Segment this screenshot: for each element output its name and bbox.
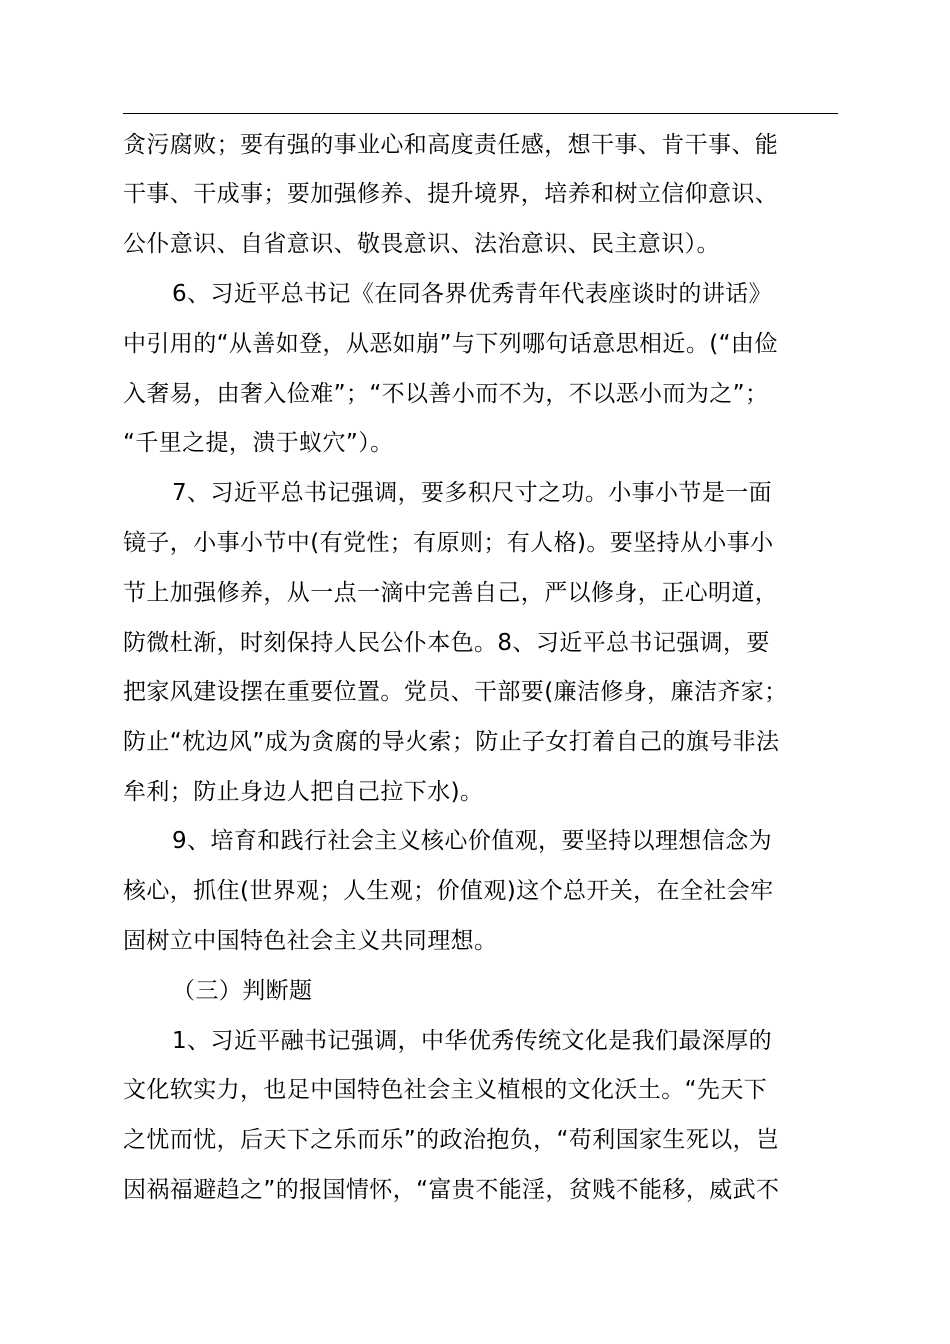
- text-line-13: 防止“枕边风”成为贪腐的导火索；防止子女打着自己的旗号非法: [123, 729, 780, 755]
- header-rule: [123, 113, 838, 114]
- text-line-1: 贪污腐败；要有强的事业心和高度责任感，想干事、肯干事、能: [123, 132, 779, 158]
- text-line-2: 干事、干成事；要加强修养、提升境界，培养和树立信仰意识、: [123, 181, 779, 207]
- text-line-17: 固树立中国特色社会主义共同理想。: [123, 928, 498, 954]
- text-line-7: “千里之提，溃于蚁穴”）。: [123, 430, 394, 456]
- text-line-5: 中引用的“从善如登，从恶如崩”与下列哪句话意思相近。(“由俭: [123, 331, 778, 357]
- text-line-10: 节上加强修养，从一点一滴中完善自己，严以修身，正心明道，: [123, 580, 779, 606]
- judgment-1-start: 1、习近平融书记强调，中华优秀传统文化是我们最深厚的: [172, 1028, 773, 1054]
- text-line-22: 因祸福避趋之”的报国情怀，“富贵不能淫，贫贱不能移，威武不: [123, 1177, 780, 1203]
- text-line-21: 之忧而忧，后天下之乐而乐”的政治抱负，“苟利国家生死以，岂: [123, 1127, 780, 1153]
- text-line-14: 牟利；防止身边人把自己拉下水)。: [123, 779, 484, 805]
- text-line-16: 核心，抓住(世界观；人生观；价值观)这个总开关，在全社会牢: [123, 878, 774, 904]
- text-line-3: 公仆意识、自省意识、敬畏意识、法治意识、民主意识）。: [123, 231, 720, 257]
- text-line-11: 防微杜渐，时刻保持人民公仆本色。8、习近平总书记强调，要: [123, 630, 770, 656]
- text-line-20: 文化软实力，也足中国特色社会主义植根的文化沃土。“先天下: [123, 1077, 768, 1103]
- question-6-start: 6、习近平总书记《在同各界优秀青年代表座谈时的讲话》: [172, 281, 773, 307]
- text-line-9: 镜子，小事小节中(有党性；有原则；有人格)。要坚持从小事小: [123, 530, 774, 556]
- text-line-12: 把家风建设摆在重要位置。党员、干部要(廉洁修身，廉洁齐家；: [123, 679, 788, 705]
- text-line-6: 入奢易，由奢入俭难”；“不以善小而不为，不以恶小而为之”；: [123, 381, 769, 407]
- question-7-start: 7、习近平总书记强调，要多积尺寸之功。小事小节是一面: [172, 480, 773, 506]
- question-9-start: 9、培育和践行社会主义核心价值观，要坚持以理想信念为: [172, 828, 773, 854]
- section-heading-judgment: （三）判断题: [172, 978, 313, 1004]
